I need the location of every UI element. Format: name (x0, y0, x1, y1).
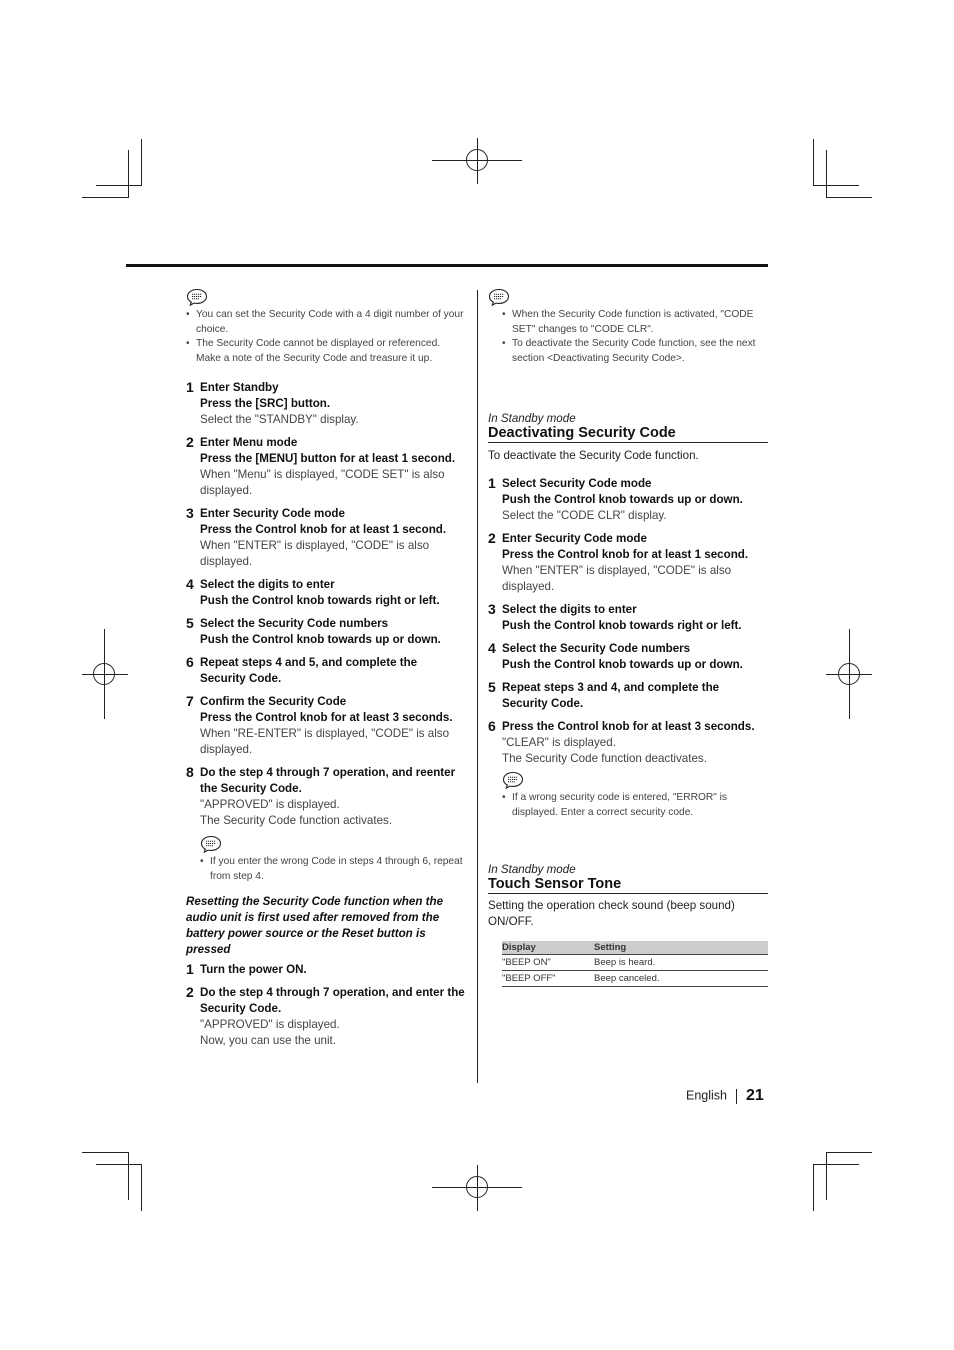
step-number: 5 (186, 615, 194, 632)
right-column (488, 288, 768, 987)
step-title: Enter Menu mode (200, 436, 298, 450)
step-title: Confirm the Security Code (200, 695, 347, 709)
crop-mark (96, 1164, 142, 1165)
step-title: Repeat steps 3 and 4, and complete the Security Code. (502, 681, 720, 711)
step-title: Select Security Code mode (502, 477, 652, 491)
step-desc: When "ENTER" is displayed, "CODE" is also displayed. (200, 539, 430, 569)
step-title: Enter Standby (200, 381, 279, 395)
memo-notes (186, 308, 466, 366)
section-title: Touch Sensor Tone (488, 876, 768, 894)
crop-mark (141, 1164, 142, 1211)
step-action: Push the Control knob towards up or down. (200, 633, 441, 647)
step-number: 5 (488, 679, 496, 696)
reset-heading: Resetting the Security Code function when the audio unit is first used after removed from the battery power source or the Reset button is pressed (186, 894, 444, 956)
step (186, 962, 466, 978)
step (186, 694, 466, 758)
step-title: Repeat steps 4 and 5, and complete the Security Code. (200, 656, 418, 686)
step (186, 655, 466, 687)
table-row (502, 954, 768, 970)
step (488, 476, 768, 524)
crop-mark (826, 1152, 872, 1153)
crop-mark (813, 139, 814, 186)
note-item: • If you enter the wrong Code in steps 4 through 6, repeat from step 4. (200, 855, 466, 884)
crop-mark (826, 150, 827, 198)
memo-icon (186, 288, 208, 306)
step-desc: "APPROVED" is displayed. (200, 798, 340, 812)
step-number: 2 (186, 983, 194, 1000)
step-number: 8 (186, 764, 194, 781)
step-title: Press the Control knob for at least 3 seconds. (502, 720, 755, 734)
memo-notes (502, 791, 768, 820)
step-action: Press the Control knob for at least 3 seconds. (200, 711, 453, 725)
crop-mark (82, 1152, 128, 1153)
step-desc: The Security Code function activates. (200, 814, 393, 828)
table-header: Setting (594, 941, 768, 955)
step (186, 380, 466, 428)
step-number: 7 (186, 693, 194, 710)
step-action: Push the Control knob towards up or down. (502, 658, 743, 672)
step-desc: Now, you can use the unit. (200, 1033, 336, 1047)
step-title: Select the digits to enter (200, 578, 335, 592)
column-divider (477, 290, 478, 1083)
step-title: Do the step 4 through 7 operation, and enter the Security Code. (200, 985, 465, 1015)
step-number: 3 (186, 505, 194, 522)
step-action: Press the [SRC] button. (200, 397, 331, 411)
step-desc: When "ENTER" is displayed, "CODE" is also displayed. (502, 564, 732, 594)
step (186, 435, 466, 499)
step-action: Push the Control knob towards right or left. (502, 619, 742, 633)
step (488, 719, 768, 820)
table-cell: Beep canceled. (594, 970, 768, 986)
step-desc: When "Menu" is displayed, "CODE SET" is also displayed. (200, 468, 445, 498)
step-number: 2 (186, 434, 194, 451)
step-action: Press the Control knob for at least 1 second. (200, 523, 447, 537)
note-item: • If a wrong security code is entered, "ERROR" is displayed. Enter a correct security code. (502, 791, 768, 820)
step-number: 4 (488, 640, 496, 657)
crop-mark (813, 1164, 859, 1165)
step-title: Enter Security Code mode (502, 532, 647, 546)
memo-notes (488, 308, 768, 366)
registration-circle (466, 149, 488, 171)
settings-table (502, 941, 768, 987)
page-number: 21 (746, 1087, 764, 1104)
step-number: 1 (186, 960, 194, 977)
note-item: • You can set the Security Code with a 4 digit number of your choice. (186, 308, 466, 337)
step (186, 506, 466, 570)
footer-divider (736, 1089, 737, 1104)
table-cell: "BEEP OFF" (502, 970, 594, 986)
step-title: Select the digits to enter (502, 603, 637, 617)
step-number: 6 (488, 718, 496, 735)
step-desc: When "RE-ENTER" is displayed, "CODE" is also displayed. (200, 727, 450, 757)
step (488, 602, 768, 634)
step-number: 4 (186, 576, 194, 593)
registration-circle (93, 663, 115, 685)
step-number: 3 (488, 601, 496, 618)
crop-mark (813, 185, 859, 186)
table-header-row (502, 941, 768, 955)
table-row (502, 970, 768, 986)
crop-mark (96, 185, 142, 186)
step-action: Press the Control knob for at least 1 second. (502, 548, 749, 562)
step (186, 985, 466, 1049)
step-desc: Select the "CODE CLR" display. (502, 509, 667, 523)
mode-label: In Standby mode (488, 412, 576, 426)
step-action: Push the Control knob towards right or left. (200, 594, 440, 608)
step-action: Press the [MENU] button for at least 1 second. (200, 452, 456, 466)
footer-language: English (686, 1088, 727, 1103)
crop-mark (826, 1152, 827, 1200)
step-desc: The Security Code function deactivates. (502, 752, 707, 766)
crop-mark (813, 1164, 814, 1211)
step-desc: "APPROVED" is displayed. (200, 1017, 340, 1031)
step (186, 616, 466, 648)
table-cell: Beep is heard. (594, 954, 768, 970)
step-title: Select the Security Code numbers (200, 617, 389, 631)
memo-notes (200, 855, 466, 884)
step-desc: Select the "STANDBY" display. (200, 413, 359, 427)
note-item: • To deactivate the Security Code function, see the next section <Deactivating Security Code>. (502, 337, 768, 366)
step-title: Enter Security Code mode (200, 507, 345, 521)
step-title: Turn the power ON. (200, 962, 307, 976)
step-action: Push the Control knob towards up or down. (502, 493, 743, 507)
registration-circle (838, 663, 860, 685)
page-footer (686, 1087, 764, 1105)
section-intro: To deactivate the Security Code function. (488, 449, 699, 463)
crop-mark (128, 150, 129, 198)
section-intro: Setting the operation check sound (beep sound) ON/OFF. (488, 898, 735, 928)
crop-mark (128, 1152, 129, 1200)
step-title: Do the step 4 through 7 operation, and reenter the Security Code. (200, 766, 456, 796)
step-number: 6 (186, 654, 194, 671)
note-item: • The Security Code cannot be displayed or referenced. Make a note of the Security Code and treasure it up. (186, 337, 466, 366)
mode-label: In Standby mode (488, 862, 576, 876)
note-item: • When the Security Code function is activated, "CODE SET" changes to "CODE CLR". (502, 308, 768, 337)
table-header: Display (502, 941, 594, 955)
step (488, 680, 768, 712)
step-title: Select the Security Code numbers (502, 642, 691, 656)
step-number: 2 (488, 530, 496, 547)
crop-mark (82, 197, 128, 198)
memo-icon (488, 288, 510, 306)
step-number: 1 (488, 475, 496, 492)
step-number: 1 (186, 379, 194, 396)
step (488, 531, 768, 595)
section-title: Deactivating Security Code (488, 425, 768, 443)
step (186, 577, 466, 609)
table-cell: "BEEP ON" (502, 954, 594, 970)
left-column (186, 288, 466, 1049)
crop-mark (141, 139, 142, 186)
memo-icon (502, 771, 524, 789)
registration-circle (466, 1176, 488, 1198)
step (488, 641, 768, 673)
step (186, 765, 466, 884)
header-rule (126, 264, 768, 267)
memo-icon (200, 835, 222, 853)
crop-mark (826, 197, 872, 198)
step-desc: "CLEAR" is displayed. (502, 736, 616, 750)
